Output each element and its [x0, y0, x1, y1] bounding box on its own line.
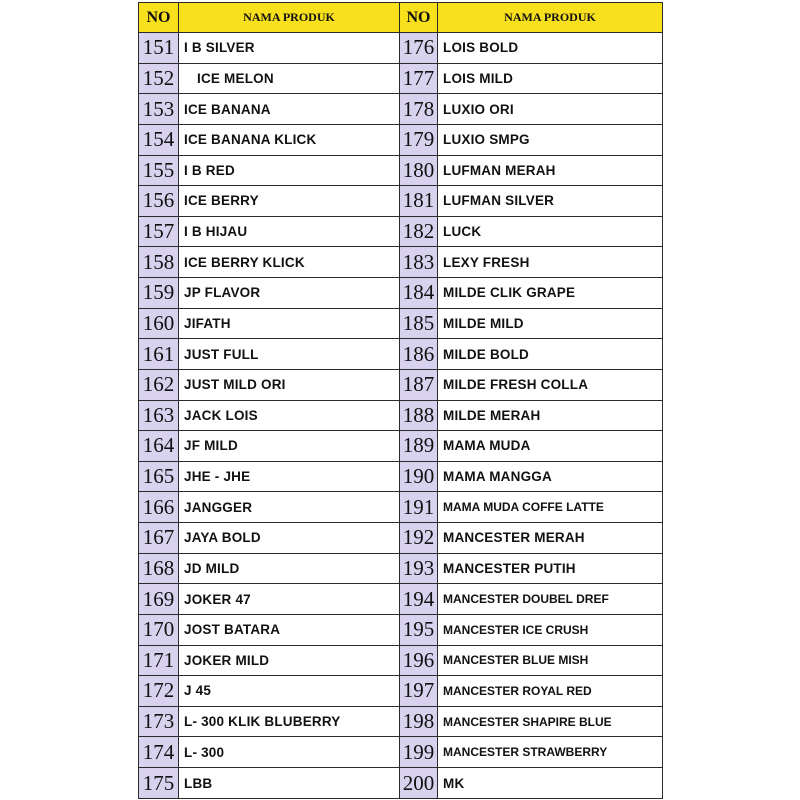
row-number: 164	[139, 431, 179, 462]
row-number: 174	[139, 737, 179, 768]
product-name: JOKER 47	[179, 584, 400, 615]
row-number: 158	[139, 247, 179, 278]
product-name: MANCESTER MERAH	[438, 523, 663, 554]
product-name: MANCESTER PUTIH	[438, 553, 663, 584]
row-number: 168	[139, 553, 179, 584]
table-row	[139, 461, 663, 492]
table-body	[139, 33, 663, 799]
row-number: 179	[400, 124, 438, 155]
table-row	[139, 186, 663, 217]
product-name: MK	[438, 768, 663, 799]
row-number: 195	[400, 614, 438, 645]
product-name: MAMA MUDA COFFE LATTE	[438, 492, 663, 523]
product-name: ICE BANANA	[179, 94, 400, 125]
product-name: LUXIO ORI	[438, 94, 663, 125]
row-number: 194	[400, 584, 438, 615]
product-name: JACK LOIS	[179, 400, 400, 431]
table-row	[139, 584, 663, 615]
table-row	[139, 768, 663, 799]
table-row	[139, 278, 663, 309]
row-number: 173	[139, 706, 179, 737]
product-name: JOKER MILD	[179, 645, 400, 676]
product-name: JF MILD	[179, 431, 400, 462]
row-number: 188	[400, 400, 438, 431]
row-number: 162	[139, 369, 179, 400]
table-row	[139, 247, 663, 278]
product-name: JOST BATARA	[179, 614, 400, 645]
row-number: 176	[400, 33, 438, 64]
product-name: LUXIO SMPG	[438, 124, 663, 155]
product-name: MANCESTER ROYAL RED	[438, 676, 663, 707]
product-name: LUFMAN SILVER	[438, 186, 663, 217]
table-row	[139, 339, 663, 370]
product-table	[138, 2, 663, 799]
table-row	[139, 431, 663, 462]
row-number: 153	[139, 94, 179, 125]
table-row	[139, 308, 663, 339]
row-number: 182	[400, 216, 438, 247]
table-row	[139, 400, 663, 431]
row-number: 175	[139, 768, 179, 799]
product-name: I B HIJAU	[179, 216, 400, 247]
product-name: MANCESTER STRAWBERRY	[438, 737, 663, 768]
product-name: LOIS BOLD	[438, 33, 663, 64]
row-number: 181	[400, 186, 438, 217]
product-name: LOIS MILD	[438, 63, 663, 94]
row-number: 170	[139, 614, 179, 645]
row-number: 183	[400, 247, 438, 278]
row-number: 199	[400, 737, 438, 768]
product-name: I B RED	[179, 155, 400, 186]
header-nama-produk-right: NAMA PRODUK	[438, 3, 663, 33]
product-name: MANCESTER ICE CRUSH	[438, 614, 663, 645]
table-row	[139, 645, 663, 676]
row-number: 200	[400, 768, 438, 799]
product-name: MAMA MANGGA	[438, 461, 663, 492]
product-name: ICE MELON	[179, 63, 400, 94]
product-name: JHE - JHE	[179, 461, 400, 492]
row-number: 165	[139, 461, 179, 492]
row-number: 171	[139, 645, 179, 676]
row-number: 197	[400, 676, 438, 707]
product-name: I B SILVER	[179, 33, 400, 64]
row-number: 178	[400, 94, 438, 125]
row-number: 185	[400, 308, 438, 339]
row-number: 161	[139, 339, 179, 370]
product-name: JUST MILD ORI	[179, 369, 400, 400]
header-row	[139, 3, 663, 33]
row-number: 156	[139, 186, 179, 217]
table-row	[139, 706, 663, 737]
row-number: 191	[400, 492, 438, 523]
product-name: JANGGER	[179, 492, 400, 523]
row-number: 152	[139, 63, 179, 94]
header-no-left: NO	[139, 3, 179, 33]
row-number: 172	[139, 676, 179, 707]
row-number: 151	[139, 33, 179, 64]
row-number: 192	[400, 523, 438, 554]
row-number: 196	[400, 645, 438, 676]
product-name: MANCESTER SHAPIRE BLUE	[438, 706, 663, 737]
row-number: 166	[139, 492, 179, 523]
row-number: 186	[400, 339, 438, 370]
header-nama-produk-left: NAMA PRODUK	[179, 3, 400, 33]
row-number: 167	[139, 523, 179, 554]
row-number: 193	[400, 553, 438, 584]
product-name: MAMA MUDA	[438, 431, 663, 462]
table-row	[139, 63, 663, 94]
row-number: 190	[400, 461, 438, 492]
product-name: JD MILD	[179, 553, 400, 584]
product-name: L- 300 KLIK BLUBERRY	[179, 706, 400, 737]
header-no-right: NO	[400, 3, 438, 33]
table-row	[139, 553, 663, 584]
row-number: 169	[139, 584, 179, 615]
product-name: MILDE FRESH COLLA	[438, 369, 663, 400]
row-number: 187	[400, 369, 438, 400]
table-row	[139, 737, 663, 768]
table-row	[139, 369, 663, 400]
row-number: 160	[139, 308, 179, 339]
product-name: JUST FULL	[179, 339, 400, 370]
table-row	[139, 676, 663, 707]
table-row	[139, 94, 663, 125]
product-name: LUFMAN MERAH	[438, 155, 663, 186]
product-name: ICE BERRY KLICK	[179, 247, 400, 278]
product-name: ICE BERRY	[179, 186, 400, 217]
row-number: 159	[139, 278, 179, 309]
table-row	[139, 33, 663, 64]
product-name: MILDE MILD	[438, 308, 663, 339]
table-row	[139, 216, 663, 247]
product-name: LEXY FRESH	[438, 247, 663, 278]
product-name: LUCK	[438, 216, 663, 247]
row-number: 189	[400, 431, 438, 462]
row-number: 157	[139, 216, 179, 247]
product-name: J 45	[179, 676, 400, 707]
row-number: 177	[400, 63, 438, 94]
table-row	[139, 492, 663, 523]
product-name: LBB	[179, 768, 400, 799]
product-name: MILDE MERAH	[438, 400, 663, 431]
row-number: 163	[139, 400, 179, 431]
product-name: MANCESTER DOUBEL DREF	[438, 584, 663, 615]
product-name: MILDE CLIK GRAPE	[438, 278, 663, 309]
row-number: 155	[139, 155, 179, 186]
product-name: MANCESTER BLUE MISH	[438, 645, 663, 676]
product-name: JIFATH	[179, 308, 400, 339]
product-name: ICE BANANA KLICK	[179, 124, 400, 155]
table-row	[139, 124, 663, 155]
product-name: JP FLAVOR	[179, 278, 400, 309]
row-number: 184	[400, 278, 438, 309]
table-row	[139, 614, 663, 645]
row-number: 154	[139, 124, 179, 155]
row-number: 180	[400, 155, 438, 186]
product-name: L- 300	[179, 737, 400, 768]
product-name: MILDE BOLD	[438, 339, 663, 370]
table-row	[139, 155, 663, 186]
product-name: JAYA BOLD	[179, 523, 400, 554]
table-row	[139, 523, 663, 554]
row-number: 198	[400, 706, 438, 737]
